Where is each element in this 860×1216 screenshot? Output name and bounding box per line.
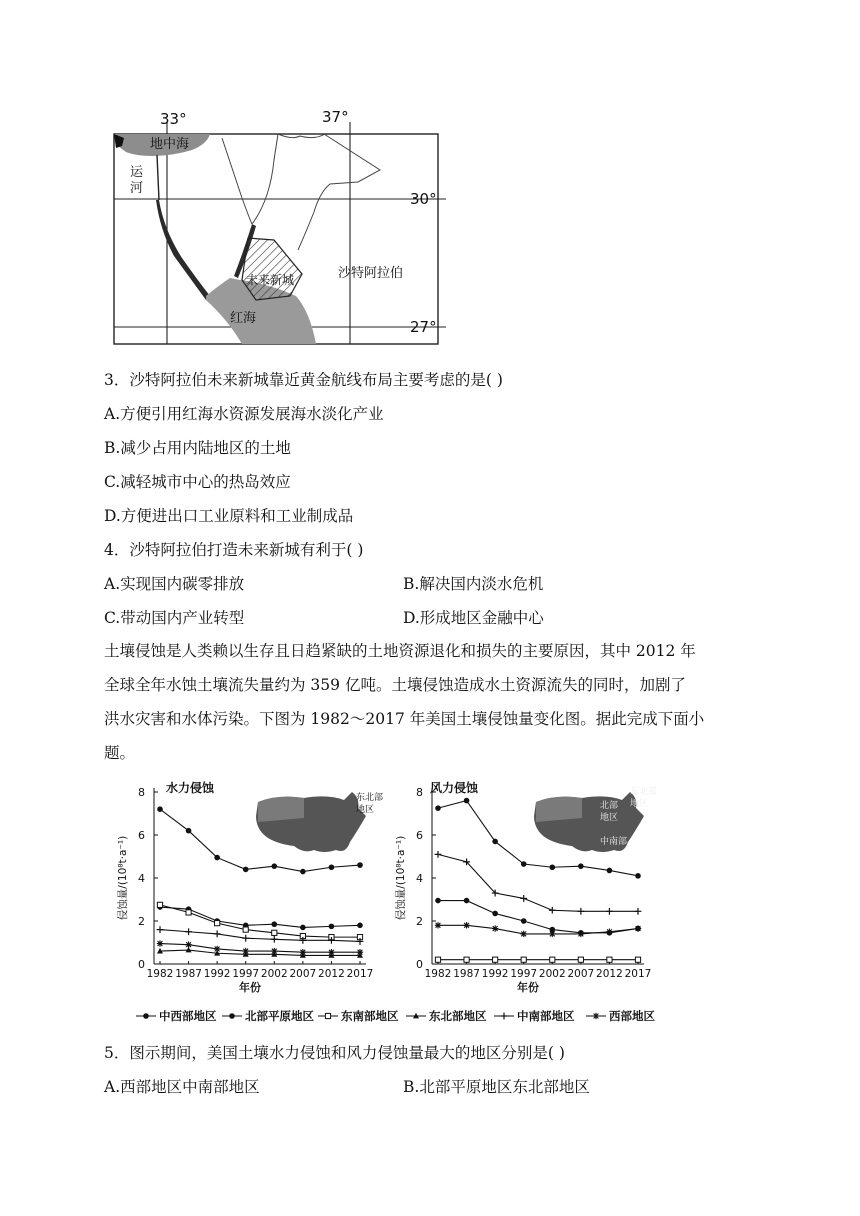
legend-marker	[593, 1013, 599, 1019]
legend-marker	[143, 1013, 149, 1019]
lon-label-37: 37°	[322, 108, 349, 126]
legend-item-2	[318, 1009, 399, 1023]
inset-label-4: 中南部	[600, 837, 628, 847]
legend-item-4	[494, 1009, 575, 1023]
data-point	[521, 957, 526, 962]
legend-label: 中西部地区	[159, 1009, 217, 1023]
x-tick-label: 2007	[567, 968, 595, 980]
y-tick-label: 6	[416, 829, 423, 842]
inset-label-1: 地区	[600, 813, 619, 823]
x-axis-label: 年份	[517, 981, 539, 994]
legend-item-0	[136, 1009, 217, 1023]
data-point	[242, 935, 249, 942]
y-tick-label: 0	[138, 958, 145, 971]
water-erosion-chart	[108, 778, 384, 1003]
new-city-label: 未来新城	[246, 273, 295, 287]
question-3-option-b[interactable]: B.减少占用内陆地区的土地	[104, 439, 291, 457]
soil-erosion-passage	[104, 634, 754, 770]
x-tick-label: 2017	[346, 968, 374, 980]
data-point	[464, 957, 469, 962]
question-5-stem: 5．图示期间，美国土壤水力侵蚀和风力侵蚀量最大的地区分别是( )	[104, 1044, 565, 1062]
data-point	[578, 957, 583, 962]
data-point	[521, 918, 527, 924]
question-3-option-a[interactable]: A.方便引用红海水资源发展海水淡化产业	[104, 405, 384, 423]
us-region-shade	[258, 797, 304, 822]
legend-item-5	[586, 1009, 655, 1023]
inset-label-3: 地区	[630, 799, 649, 809]
question-3-option-d[interactable]: D.方便进出口工业原料和工业制成品	[104, 507, 354, 525]
legend-label: 北部平原地区	[245, 1009, 314, 1023]
data-point	[243, 867, 249, 873]
lat-label-30: 30°	[410, 190, 437, 208]
inset-label-0: 北部	[600, 801, 619, 811]
data-point	[272, 930, 277, 935]
legend-label: 东南部地区	[341, 1009, 399, 1023]
legend-label: 东北部地区	[429, 1009, 487, 1023]
mediterranean-label: 地中海	[150, 137, 190, 152]
x-tick-label: 2017	[624, 968, 652, 980]
data-point	[606, 929, 612, 935]
data-point	[520, 895, 527, 902]
x-tick-label: 1987	[175, 968, 202, 980]
data-point	[357, 862, 363, 868]
data-point	[492, 839, 498, 845]
data-point	[329, 924, 335, 930]
y-tick-label: 4	[416, 872, 423, 885]
x-tick-label: 1992	[203, 968, 231, 980]
legend-item-3	[406, 1009, 487, 1023]
passage-line-1: 土壤侵蚀是人类赖以生存且日趋紧缺的土地资源退化和损失的主要原因，其中 2012 年	[104, 642, 696, 660]
data-point	[157, 806, 163, 812]
data-point	[271, 948, 277, 954]
y-tick-label: 4	[138, 872, 145, 885]
us-inset-map	[534, 785, 657, 852]
legend-item-1	[222, 1009, 314, 1023]
data-point	[300, 925, 306, 931]
question-4-stem: 4．沙特阿拉伯打造未来新城有利于( )	[104, 541, 364, 559]
data-point	[435, 957, 440, 962]
x-axis-label: 年份	[239, 981, 261, 994]
data-point	[607, 957, 612, 962]
data-point	[243, 948, 249, 954]
data-point	[214, 946, 220, 952]
data-point	[357, 949, 363, 955]
chart-legend	[132, 1006, 672, 1026]
y-tick-label: 8	[416, 786, 423, 799]
x-tick-label: 2002	[538, 968, 566, 980]
data-point	[635, 873, 641, 879]
data-point	[577, 908, 584, 915]
legend-marker	[229, 1013, 235, 1019]
y-tick-label: 8	[138, 786, 145, 799]
data-point	[464, 898, 470, 904]
legend-marker	[325, 1013, 330, 1018]
data-point	[157, 940, 163, 946]
suez-canal	[157, 155, 159, 200]
legend-marker	[501, 1013, 508, 1020]
canal-label-2: 河	[130, 181, 144, 196]
y-axis-label: 侵蚀量/(10⁸t·a⁻¹)	[117, 835, 129, 921]
passage-line-3: 洪水灾害和水体污染。下图为 1982～2017 年美国土壤侵蚀量变化图。据此完成下面小	[104, 710, 705, 728]
canal-label-1: 运	[130, 165, 144, 180]
inset-label-1: 地区	[356, 805, 375, 815]
data-point	[635, 925, 641, 931]
x-tick-label: 1987	[453, 968, 480, 980]
data-point	[186, 828, 192, 834]
data-point	[549, 864, 555, 870]
lon-label-33: 33°	[160, 110, 187, 128]
x-tick-label: 2007	[289, 968, 317, 980]
x-tick-label: 2002	[260, 968, 288, 980]
y-axis-label: 侵蚀量/(10⁸t·a⁻¹)	[395, 835, 407, 921]
data-point	[185, 941, 191, 947]
data-point	[357, 923, 363, 929]
y-tick-label: 2	[138, 915, 145, 928]
data-point	[578, 931, 584, 937]
data-point	[549, 907, 556, 914]
x-tick-label: 1997	[510, 968, 538, 980]
data-point	[300, 949, 306, 955]
data-point	[157, 902, 162, 907]
data-point	[271, 921, 277, 927]
red-sea-map	[110, 100, 455, 350]
data-point	[186, 910, 191, 915]
data-point	[185, 928, 192, 935]
passage-line-2: 全球全年水蚀土壤流失量约为 359 亿吨。土壤侵蚀造成水土资源流失的同时，加剧了	[104, 676, 686, 694]
series-1	[157, 904, 363, 930]
data-point	[521, 861, 527, 867]
data-point	[157, 926, 164, 933]
question-4-option-d[interactable]: D.形成地区金融中心	[403, 609, 544, 627]
gulf-of-suez	[156, 200, 210, 300]
us-region-shade	[536, 797, 582, 822]
data-point	[606, 908, 613, 915]
x-tick-label: 1982	[146, 968, 174, 980]
data-point	[214, 931, 221, 938]
question-4-option-b[interactable]: B.解决国内淡水危机	[403, 575, 544, 593]
x-tick-label: 2012	[596, 968, 623, 980]
data-point	[435, 898, 441, 904]
x-tick-label: 1982	[424, 968, 452, 980]
series-4	[435, 957, 640, 962]
border-lines	[222, 134, 380, 250]
legend-label: 西部地区	[609, 1009, 655, 1023]
data-point	[300, 869, 306, 875]
data-point	[271, 863, 277, 869]
inset-label-0: 东北部	[356, 793, 384, 803]
data-point	[493, 957, 498, 962]
us-inset-map	[256, 791, 383, 852]
data-point	[243, 927, 248, 932]
inset-label-2: 东北部	[630, 787, 658, 797]
data-point	[521, 931, 527, 937]
chart-title: 水力侵蚀	[166, 781, 215, 795]
y-tick-label: 0	[416, 958, 423, 971]
data-point	[435, 805, 441, 811]
x-tick-label: 2012	[318, 968, 345, 980]
data-point	[463, 922, 469, 928]
lat-label-27: 27°	[410, 318, 437, 336]
data-point	[215, 921, 220, 926]
data-point	[492, 911, 498, 917]
data-point	[271, 936, 278, 943]
data-point	[492, 925, 498, 931]
new-city-area	[242, 238, 302, 300]
data-point	[435, 851, 442, 858]
question-4-option-c[interactable]: C.带动国内产业转型	[104, 609, 245, 627]
data-point	[635, 957, 640, 962]
y-tick-label: 6	[138, 829, 145, 842]
data-point	[329, 864, 335, 870]
x-tick-label: 1992	[481, 968, 509, 980]
wind-erosion-chart	[386, 778, 656, 1003]
data-point	[214, 855, 220, 861]
question-5-option-a[interactable]: A.西部地区中南部地区	[104, 1078, 260, 1096]
series-line	[438, 901, 638, 933]
chart-title: 风力侵蚀	[430, 781, 479, 795]
data-point	[328, 949, 334, 955]
question-4-option-a[interactable]: A.实现国内碳零排放	[104, 575, 245, 593]
data-point	[435, 922, 441, 928]
data-point	[578, 863, 584, 869]
saudi-label: 沙特阿拉伯	[338, 266, 404, 281]
data-point	[464, 798, 470, 804]
red-sea-label: 红海	[230, 311, 257, 326]
data-point	[607, 868, 613, 874]
data-point	[549, 931, 555, 937]
data-point	[635, 908, 642, 915]
data-point	[550, 957, 555, 962]
question-3-option-c[interactable]: C.减轻城市中心的热岛效应	[104, 473, 291, 491]
x-tick-label: 1997	[232, 968, 260, 980]
question-5-option-b[interactable]: B.北部平原地区东北部地区	[403, 1078, 590, 1096]
series-1	[435, 851, 642, 915]
passage-line-4: 题。	[104, 744, 136, 762]
series-5	[157, 940, 363, 955]
legend-label: 中南部地区	[517, 1009, 575, 1023]
y-tick-label: 2	[416, 915, 423, 928]
question-3-stem: 3．沙特阿拉伯未来新城靠近黄金航线布局主要考虑的是( )	[104, 371, 503, 389]
